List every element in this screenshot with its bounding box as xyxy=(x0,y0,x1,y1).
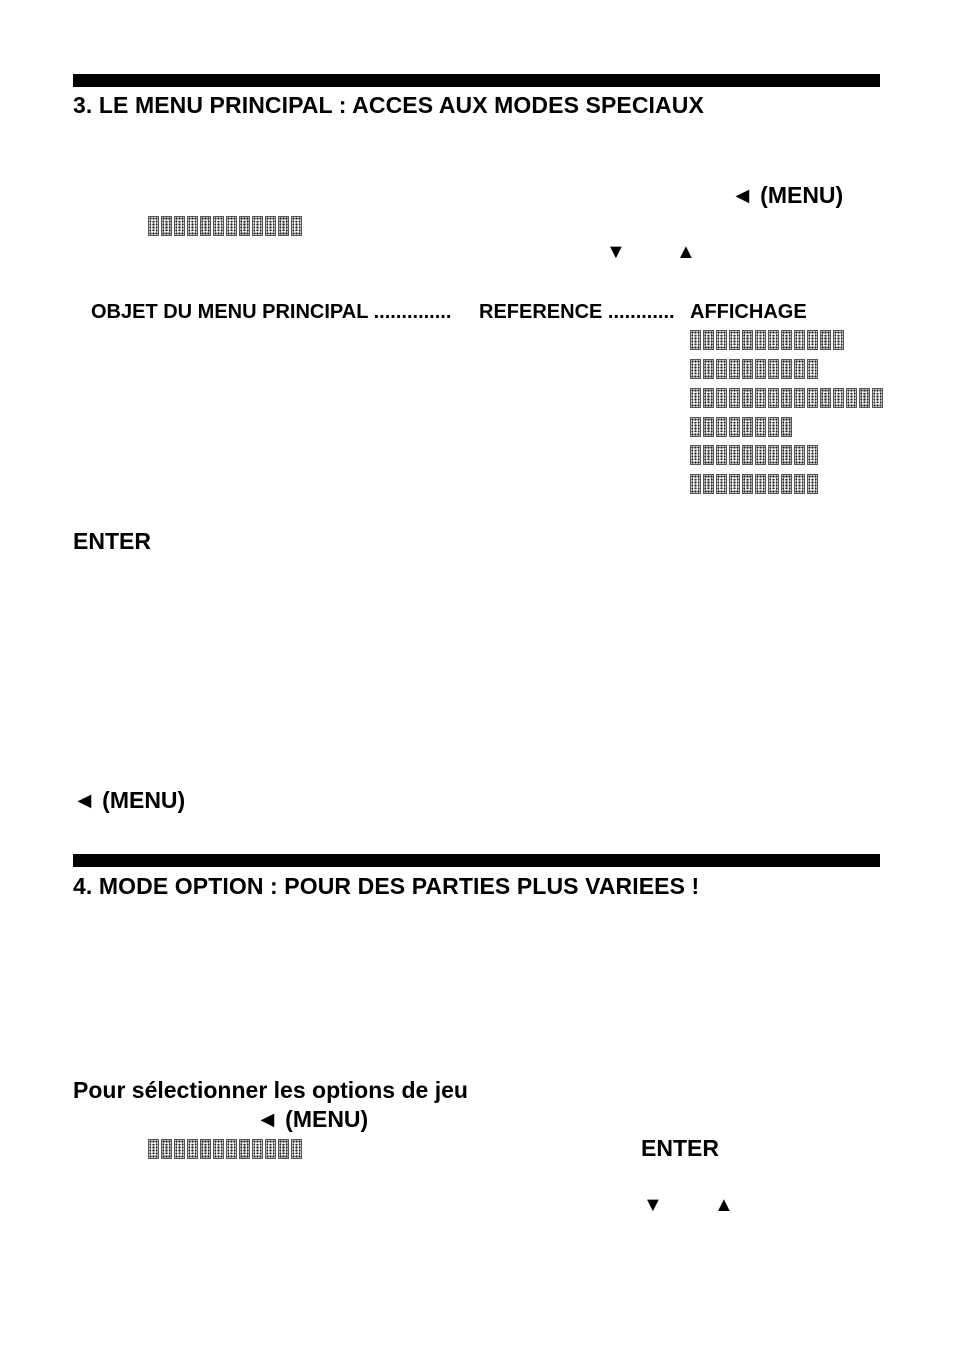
lcd-cell xyxy=(729,388,740,408)
lcd-cell xyxy=(768,417,779,437)
lcd-cell xyxy=(239,216,250,236)
lcd-cell xyxy=(716,359,727,379)
lcd-cell xyxy=(252,1139,263,1159)
lcd-cell xyxy=(161,216,172,236)
lcd-cell xyxy=(794,474,805,494)
lcd-cell xyxy=(872,388,883,408)
lcd-cell xyxy=(807,359,818,379)
lcd-cell xyxy=(265,1139,276,1159)
lcd-cell xyxy=(742,359,753,379)
lcd-cell xyxy=(781,359,792,379)
option-select-subheading: Pour sélectionner les options de jeu xyxy=(73,1077,468,1103)
lcd-cell xyxy=(291,216,302,236)
lcd-cell xyxy=(742,388,753,408)
lcd-cell xyxy=(265,216,276,236)
lcd-cell xyxy=(690,417,701,437)
lcd-cell xyxy=(781,417,792,437)
lcd-cell xyxy=(278,1139,289,1159)
lcd-cell xyxy=(148,1139,159,1159)
enter-key-label: ENTER xyxy=(73,528,151,554)
section-divider-4 xyxy=(73,854,880,867)
lcd-cell xyxy=(768,359,779,379)
lcd-cell xyxy=(226,216,237,236)
lcd-cell xyxy=(755,388,766,408)
lcd-display-option-row xyxy=(690,330,844,350)
lcd-cell xyxy=(755,359,766,379)
lcd-cell xyxy=(781,330,792,350)
menu-key-label-bottom: ◄ (MENU) xyxy=(73,787,186,813)
lcd-cell xyxy=(187,216,198,236)
lcd-cell xyxy=(716,445,727,465)
section-4-title: 4. MODE OPTION : POUR DES PARTIES PLUS VARIEES ! xyxy=(73,873,700,899)
lcd-cell xyxy=(729,474,740,494)
lcd-cell xyxy=(729,445,740,465)
enter-key-label-section4: ENTER xyxy=(641,1135,719,1161)
lcd-display-setup xyxy=(690,445,818,465)
lcd-cell xyxy=(755,330,766,350)
arrow-down-icon: ▼ xyxy=(606,241,626,263)
lcd-cell xyxy=(174,216,185,236)
lcd-cell xyxy=(729,417,740,437)
lcd-cell xyxy=(742,417,753,437)
lcd-cell xyxy=(807,388,818,408)
lcd-cell xyxy=(239,1139,250,1159)
lcd-cell xyxy=(781,445,792,465)
lcd-cell xyxy=(846,388,857,408)
lcd-cell xyxy=(703,445,714,465)
lcd-cell xyxy=(742,330,753,350)
lcd-cell xyxy=(742,474,753,494)
lcd-cell xyxy=(794,359,805,379)
table-header-object: OBJET DU MENU PRINCIPAL .............. xyxy=(91,301,452,323)
lcd-cell xyxy=(278,216,289,236)
lcd-cell xyxy=(833,388,844,408)
lcd-cell xyxy=(703,359,714,379)
lcd-cell xyxy=(755,474,766,494)
lcd-cell xyxy=(690,330,701,350)
table-header-display: AFFICHAGE xyxy=(690,301,807,323)
lcd-cell xyxy=(291,1139,302,1159)
lcd-cell xyxy=(690,359,701,379)
lcd-cell xyxy=(187,1139,198,1159)
lcd-cell xyxy=(161,1139,172,1159)
lcd-cell xyxy=(755,417,766,437)
arrow-down-icon-section4: ▼ xyxy=(643,1194,663,1216)
lcd-cell xyxy=(768,388,779,408)
lcd-cell xyxy=(213,1139,224,1159)
lcd-cell xyxy=(794,445,805,465)
lcd-cell xyxy=(768,445,779,465)
lcd-cell xyxy=(703,417,714,437)
lcd-cell xyxy=(148,216,159,236)
lcd-cell xyxy=(781,388,792,408)
lcd-cell xyxy=(716,417,727,437)
lcd-cell xyxy=(794,330,805,350)
lcd-cell xyxy=(252,216,263,236)
lcd-cell xyxy=(729,359,740,379)
lcd-display-study xyxy=(690,474,818,494)
lcd-cell xyxy=(768,474,779,494)
lcd-cell xyxy=(703,474,714,494)
section-divider-3 xyxy=(73,74,880,87)
menu-key-label-section4: ◄ (MENU) xyxy=(256,1106,369,1132)
lcd-display-take-back xyxy=(690,388,883,408)
lcd-cell xyxy=(716,388,727,408)
lcd-cell xyxy=(690,445,701,465)
lcd-cell xyxy=(833,330,844,350)
lcd-display-option xyxy=(148,216,302,236)
lcd-cell xyxy=(226,1139,237,1159)
lcd-cell xyxy=(820,330,831,350)
lcd-cell xyxy=(794,388,805,408)
arrow-up-icon-section4: ▲ xyxy=(714,1194,734,1216)
lcd-cell xyxy=(807,330,818,350)
lcd-cell xyxy=(781,474,792,494)
lcd-cell xyxy=(200,216,211,236)
section-3-title: 3. LE MENU PRINCIPAL : ACCES AUX MODES SPECIAUX xyxy=(73,92,704,118)
lcd-display-level xyxy=(690,359,818,379)
lcd-cell xyxy=(755,445,766,465)
lcd-cell xyxy=(807,474,818,494)
arrow-up-icon: ▲ xyxy=(676,241,696,263)
lcd-cell xyxy=(820,388,831,408)
lcd-cell xyxy=(768,330,779,350)
lcd-cell xyxy=(716,474,727,494)
lcd-cell xyxy=(703,330,714,350)
lcd-cell xyxy=(729,330,740,350)
lcd-cell xyxy=(807,445,818,465)
lcd-cell xyxy=(690,388,701,408)
lcd-display-option-section4 xyxy=(148,1139,302,1159)
lcd-cell xyxy=(742,445,753,465)
lcd-cell xyxy=(200,1139,211,1159)
menu-key-label: ◄ (MENU) xyxy=(731,182,844,208)
table-header-reference: REFERENCE ............ xyxy=(479,301,675,323)
lcd-display-info xyxy=(690,417,792,437)
lcd-cell xyxy=(213,216,224,236)
lcd-cell xyxy=(716,330,727,350)
lcd-cell xyxy=(174,1139,185,1159)
lcd-cell xyxy=(690,474,701,494)
lcd-cell xyxy=(703,388,714,408)
lcd-cell xyxy=(859,388,870,408)
